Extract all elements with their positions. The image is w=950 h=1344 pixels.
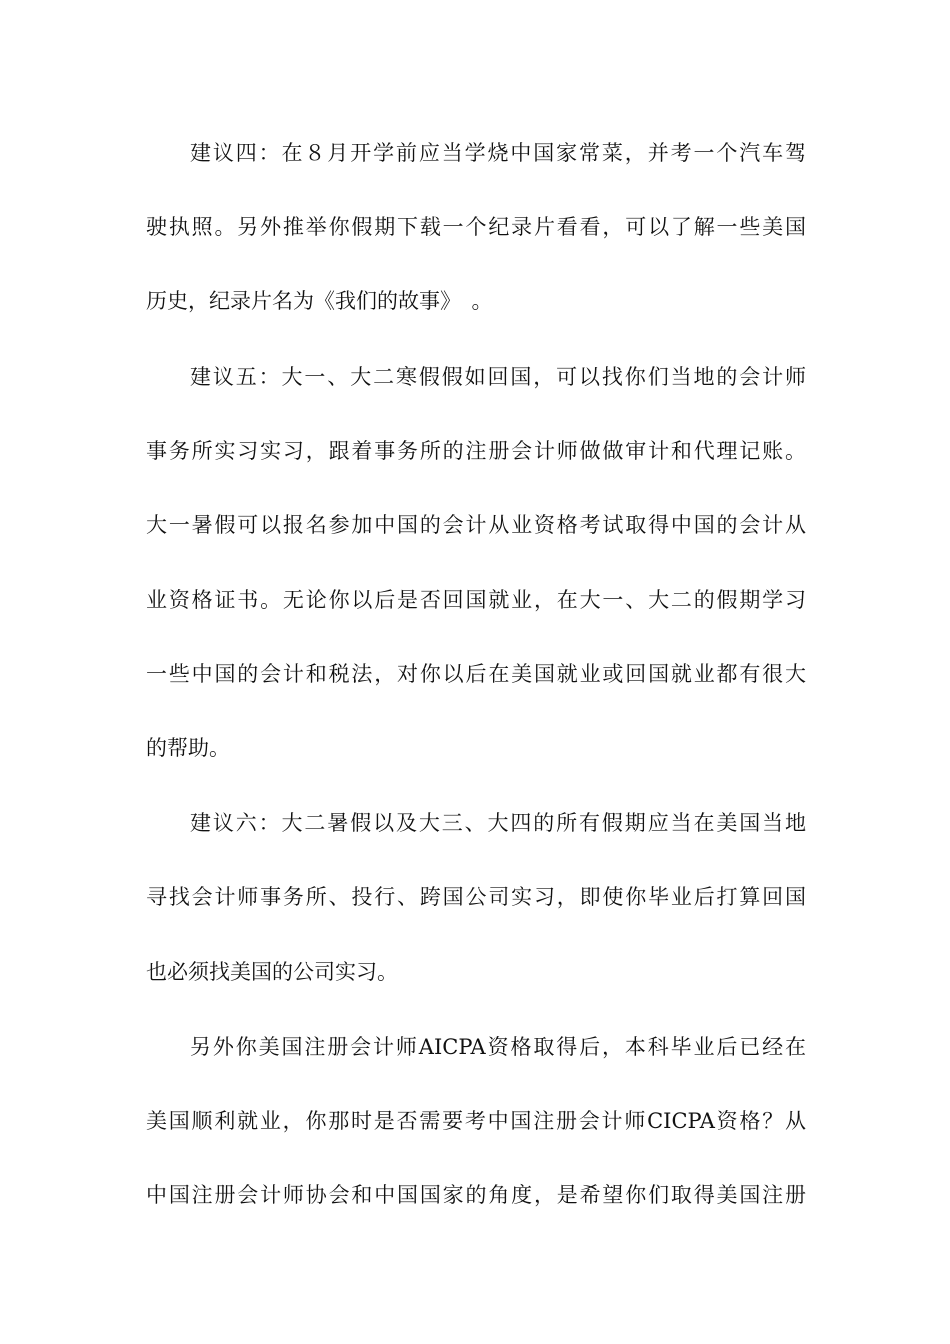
paragraph-2-line-4: 业资格证书。无论你以后是否回国就业，在大一、大二的假期学习: [146, 588, 806, 612]
paragraph-2-line-3: 大一暑假可以报名参加中国的会计从业资格考试取得中国的会计从: [146, 513, 806, 537]
paragraph-3-line-3: 也必须找美国的公司实习。: [146, 960, 398, 984]
paragraph-3-line-2: 寻找会计师事务所、投行、跨国公司实习，即使你毕业后打算回国: [146, 885, 806, 909]
paragraph-2-line-5: 一些中国的会计和税法，对你以后在美国就业或回国就业都有很大: [146, 662, 806, 686]
paragraph-1-line-1: 建议四：在８月开学前应当学烧中国家常菜，并考一个汽车驾: [190, 141, 806, 165]
paragraph-2-line-2: 事务所实习实习，跟着事务所的注册会计师做做审计和代理记账。: [146, 439, 806, 463]
paragraph-2-line-1: 建议五：大一、大二寒假假如回国，可以找你们当地的会计师: [190, 365, 806, 389]
paragraph-2-line-6: 的帮助。: [146, 736, 230, 760]
paragraph-1-line-2: 驶执照。另外推举你假期下载一个纪录片看看，可以了解一些美国: [146, 215, 806, 239]
paragraph-1-line-3: 历史，纪录片名为《我们的故事》 。: [146, 289, 493, 313]
paragraph-4-line-1: 另外你美国注册会计师AICPA资格取得后，本科毕业后已经在: [190, 1035, 806, 1059]
paragraph-4-line-2: 美国顺利就业，你那时是否需要考中国注册会计师CICPA资格？从: [146, 1109, 806, 1133]
paragraph-4-line-3: 中国注册会计师协会和中国国家的角度，是希望你们取得美国注册: [146, 1183, 806, 1207]
paragraph-3-line-1: 建议六：大二暑假以及大三、大四的所有假期应当在美国当地: [190, 811, 806, 835]
